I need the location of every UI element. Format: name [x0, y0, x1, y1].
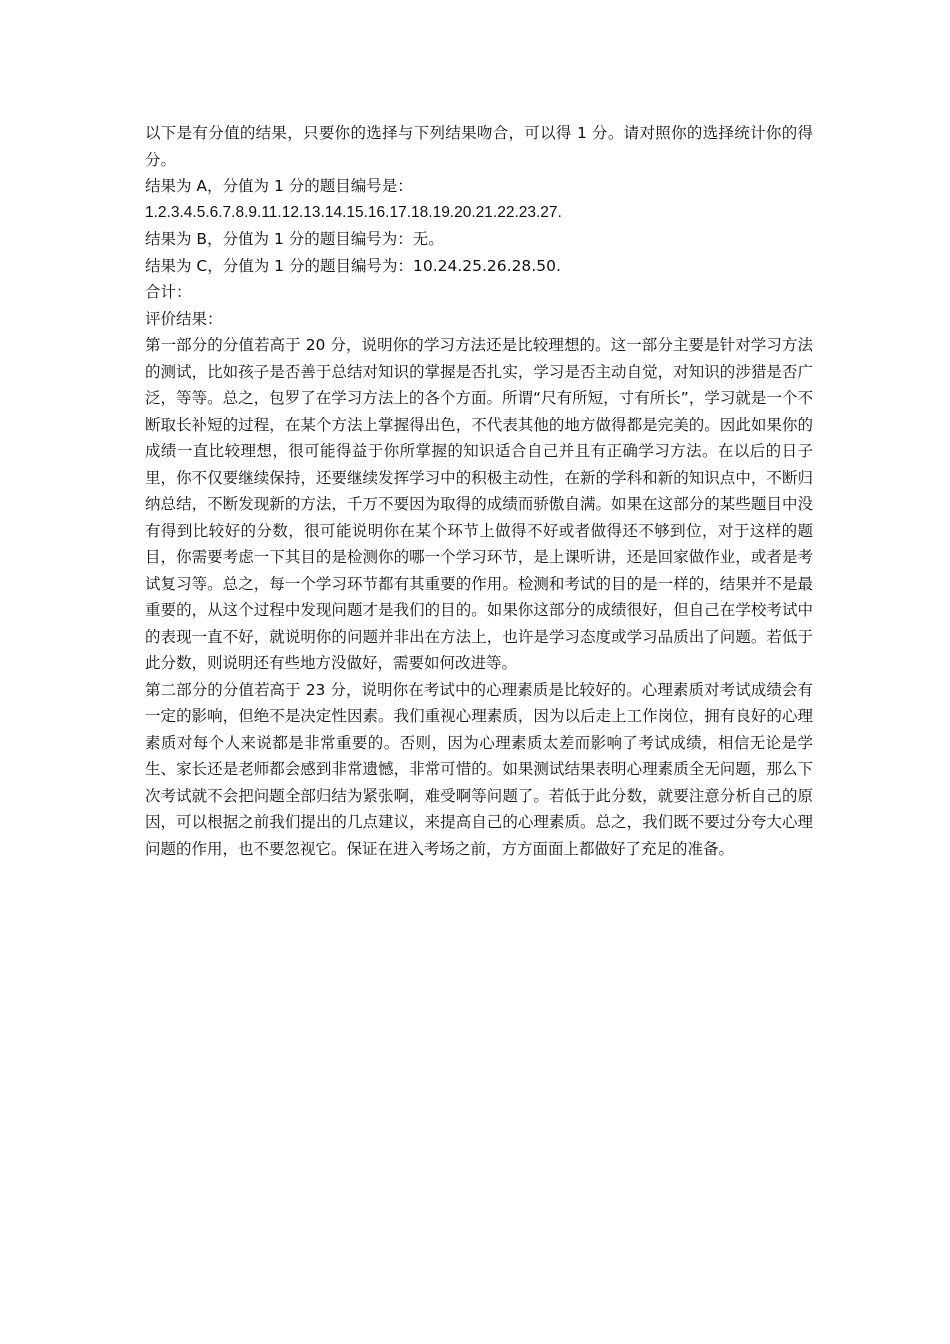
- document-body: [145, 120, 813, 862]
- result-a-numbers: 1.2.3.4.5.6.7.8.9.11.12.13.14.15.16.17.18.19.20.21.22.23.27.: [145, 203, 562, 221]
- result-c-line: 结果为 C，分值为 1 分的题目编号为：10.24.25.26.28.50.: [145, 256, 561, 275]
- part2-paragraph: 第二部分的分值若高于 23 分，说明你在考试中的心理素质是比较好的。心理素质对考试成绩会有一定的影响，但绝不是决定性因素。我们重视心理素质，因为以后走上工作岗位，拥有良好的心理素质对每个人来说都是非常重要的。否则，因为心理素质太差而影响了考试成绩，相信无论是学生、家长还是老师都会感到非常遗憾，非常可惜的。如果测试结果表明心理素质全无问题，那么下次考试就不会把问题全部归结为紧张啊，难受啊等问题了。若低于此分数，就要注意分析自己的原因，可以根据之前我们提出的几点建议，来提高自己的心理素质。总之，我们既不要过分夸大心理问题的作用，也不要忽视它。保证在进入考场之前，方方面面上都做好了充足的准备。: [145, 680, 813, 858]
- result-b-line: 结果为 B，分值为 1 分的题目编号为：无。: [145, 230, 444, 248]
- total-line: 合计：: [145, 283, 192, 301]
- result-a-label: 结果为 A，分值为 1 分的题目编号是：: [145, 177, 413, 195]
- evaluation-heading: 评价结果：: [145, 309, 223, 328]
- intro-paragraph: 以下是有分值的结果，只要你的选择与下列结果吻合，可以得 1 分。请对照你的选择统计你的得分。: [145, 124, 813, 169]
- part1-paragraph: 第一部分的分值若高于 20 分，说明你的学习方法还是比较理想的。这一部分主要是针对学习方法的测试，比如孩子是否善于总结对知识的掌握是否扎实，学习是否主动自觉，对知识的涉猎是否广泛，等等。总之，包罗了在学习方法上的各个方面。所谓“尺有所短，寸有所长”，学习就是一个不断取长补短的过程，在某个方法上掌握得出色，不代表其他的地方做得都是完美的。因此如果你的成绩一直比较理想，很可能得益于你所掌握的知识适合自己并且有正确学习方法。在以后的日子里，你不仅要继续保持，还要继续发挥学习中的积极主动性，在新的学科和新的知识点中，不断归纳总结，不断发现新的方法，千万不要因为取得的成绩而骄傲自满。如果在这部分的某些题目中没有得到比较好的分数，很可能说明你在某个环节上做得不好或者做得还不够到位，对于这样的题目，你需要考虑一下其目的是检测你的哪一个学习环节，是上课听讲，还是回家做作业，或者是考试复习等。总之，每一个学习环节都有其重要的作用。检测和考试的目的是一样的，结果并不是最重要的，从这个过程中发现问题才是我们的目的。如果你这部分的成绩很好，但自己在学校考试中的表现一直不好，就说明你的问题并非出在方法上，也许是学习态度或学习品质出了问题。若低于此分数，则说明还有些地方没做好，需要如何改进等。: [145, 336, 813, 672]
